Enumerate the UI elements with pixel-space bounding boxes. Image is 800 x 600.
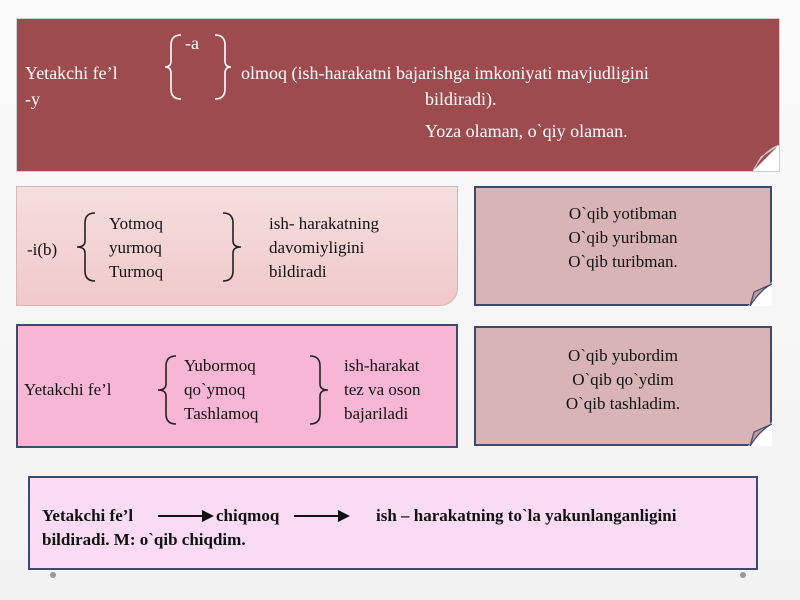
olmoq-description: olmoq (ish-harakatni bajarishga imkoniyati mavjudligini <box>241 63 649 83</box>
page-curl-icon <box>748 422 772 446</box>
leading-verb-label: Yetakchi fe’l <box>42 506 134 525</box>
right-brace <box>308 354 330 426</box>
verb-qoymoq: qo`ymoq <box>184 380 246 399</box>
meaning-line-3: bajariladi <box>344 404 409 423</box>
example-line: O`qib tashladim. <box>565 394 681 413</box>
arrow-right-icon <box>294 509 350 523</box>
suffix-ib: -i(b) <box>27 240 58 259</box>
yotmoq-examples-box <box>474 186 772 306</box>
example-line: O`qib turibman. <box>568 252 678 271</box>
verb-yubormoq: Yubormoq <box>184 356 256 375</box>
example-line: O`qib yotibman <box>568 204 678 223</box>
meaning-line-3: bildiradi <box>269 262 327 281</box>
example-line: O`qib qo`ydim <box>572 370 674 389</box>
page-curl-icon <box>753 145 779 171</box>
olmoq-example: Yoza olaman, o`qiy olaman. <box>425 121 628 141</box>
olmoq-info-box <box>16 18 780 172</box>
yubormoq-info-box <box>16 324 458 448</box>
decorative-dot <box>50 572 56 578</box>
meaning-line-2: tez va oson <box>344 380 421 399</box>
chiqmoq-example: bildiradi. M: o`qib chiqdim. <box>42 530 246 549</box>
olmoq-description-end: bildiradi). <box>425 89 497 109</box>
verb-tashlamoq: Tashlamoq <box>184 404 259 423</box>
right-brace <box>221 211 243 283</box>
suffix-a: -a <box>185 33 199 53</box>
example-line: O`qib yuribman <box>568 228 678 247</box>
decorative-dot <box>740 572 746 578</box>
left-brace <box>75 211 97 283</box>
chiqmoq-info-box <box>28 476 758 570</box>
yubormoq-examples-box <box>474 326 772 446</box>
leading-verb-label: Yetakchi fe’l <box>24 380 112 399</box>
verb-yurmoq: yurmoq <box>109 238 162 257</box>
meaning-line-1: ish-harakat <box>344 356 420 375</box>
page-curl-icon <box>748 282 772 306</box>
suffix-y: -y <box>25 89 40 109</box>
left-brace <box>163 33 183 101</box>
right-brace <box>213 33 233 101</box>
left-brace <box>156 354 178 426</box>
meaning-line-2: davomiyligini <box>269 238 365 257</box>
verb-turmoq: Turmoq <box>109 262 164 281</box>
arrow-right-icon <box>158 509 214 523</box>
leading-verb-label: Yetakchi fe’l <box>25 63 118 83</box>
example-line: O`qib yubordim <box>567 346 679 365</box>
verb-yotmoq: Yotmoq <box>109 214 164 233</box>
verb-chiqmoq: chiqmoq <box>216 506 280 525</box>
chiqmoq-meaning: ish – harakatning to`la yakunlanganligini <box>376 506 677 525</box>
yotmoq-info-box <box>16 186 458 306</box>
meaning-line-1: ish- harakatning <box>269 214 379 233</box>
